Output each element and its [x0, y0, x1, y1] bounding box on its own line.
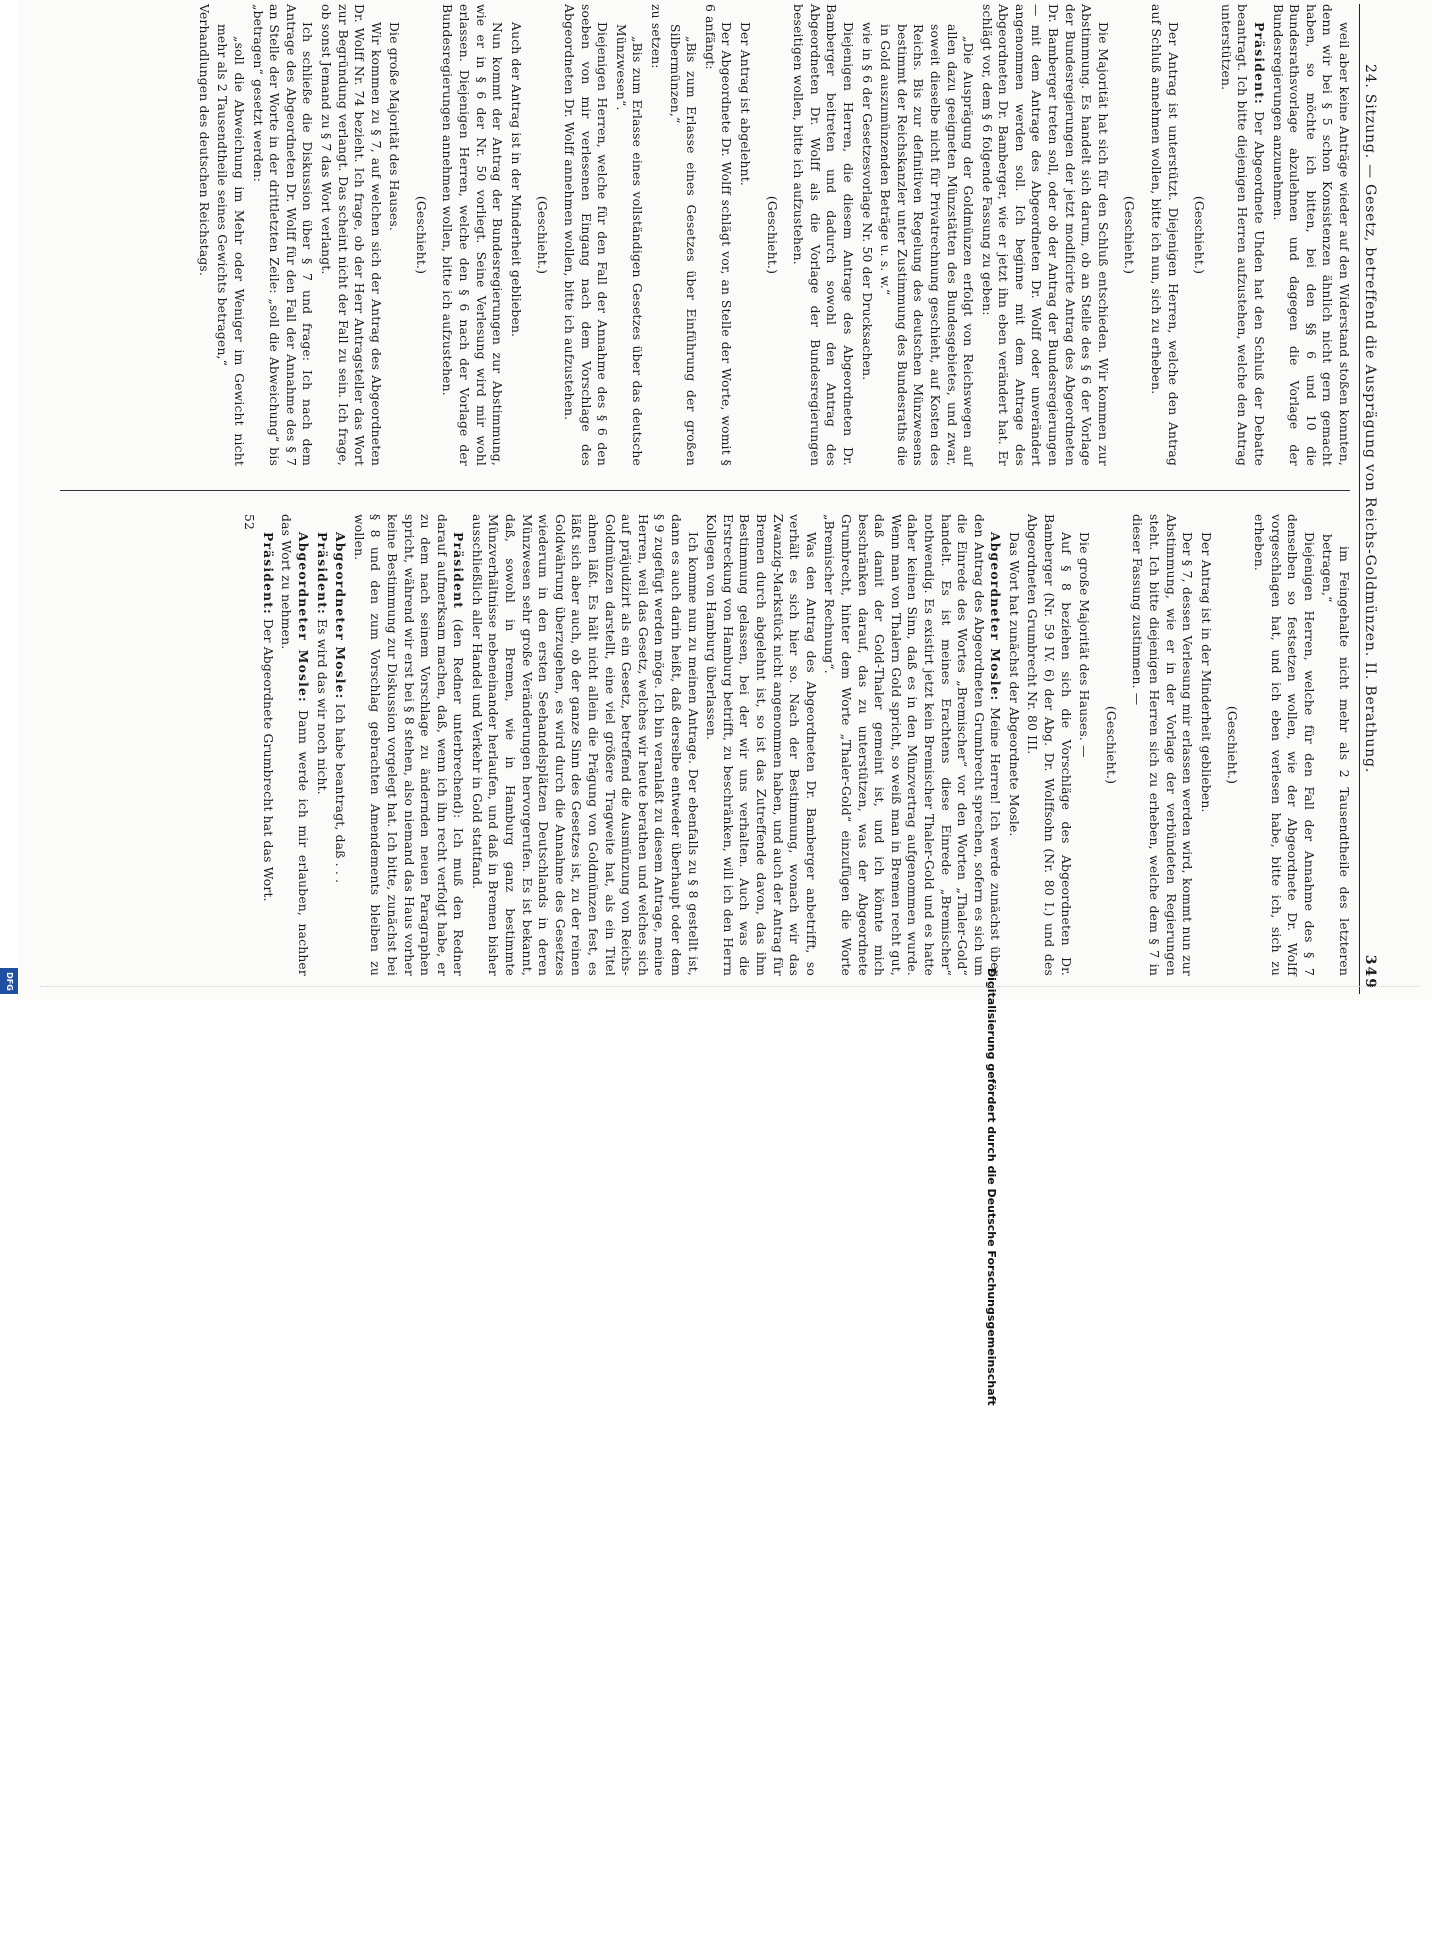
speech-paragraph	[821, 514, 1004, 976]
paragraph: Wir kommen zu § 7, auf welchen sich der Antrag des Abgeordneten Dr. Wolff Nr. 74 bezieht. Ich frage, ob der Herr Antragsteller das Wort zur Begründung verlangt. Das scheint nicht der Fall zu sein. Ich frage, ob sonst Jemand zu § 7 das Wort verlangt.	[318, 4, 383, 466]
page-number: 349	[1362, 954, 1378, 990]
speech-paragraph	[259, 514, 276, 976]
speech-paragraph	[350, 514, 466, 976]
speaker-name: Präsident:	[260, 532, 276, 615]
quoted-text: „Bis zum Erlasse eines Gesetzes über Einführung der großen Silbermünzen,“	[667, 24, 699, 466]
paragraph: Der Antrag ist in der Minderheit geblieben.	[1198, 532, 1213, 813]
speaker-name: Abgeordneter Mosle:	[988, 532, 1004, 702]
digitization-strip	[0, 0, 18, 1000]
paragraph: Verhandlungen des deutschen Reichstags.	[196, 4, 211, 277]
speech-paragraph	[313, 514, 330, 976]
speaker-name: Präsident:	[314, 532, 330, 615]
paragraph: Der Abgeordnete Dr. Wolff schlägt vor, an Stelle der Worte, womit § 6 anfängt:	[702, 4, 734, 466]
stage-direction: (Geschieht.)	[413, 195, 428, 275]
stage-direction: (Geschieht.)	[1225, 705, 1240, 785]
paragraph: Was den Antrag des Abgeordneten Dr. Bamberger anbetrifft, so verhält es sich hier so. Nach der Bestimmung, wonach wir das Zwanzig-Markstück nicht angenommen haben, und auch der Antrag für Bremen durch abgelehnt ist, so ist das Zutreffende davon, das ihm Bestimmung gelassen, bei der wir uns verhalten. Auch was die Erstreckung von Hamburg betrifft, zu beschränken, will ich den Herrn Kollegen von Hamburg überlassen.	[704, 514, 818, 976]
page-header	[1359, 4, 1380, 994]
paragraph: zu setzen:	[649, 4, 664, 69]
speaker-name: Abgeordneter Mosle:	[333, 532, 349, 700]
speech-paragraph	[1217, 4, 1267, 466]
speech-text: Der Abgeordnete Grumbrecht hat das Wort.	[260, 618, 275, 902]
speech-text: Dann werde ich mir erlauben, nachher das Wort zu nehmen.	[279, 514, 310, 976]
running-head: 24. Sitzung. — Gesetz, betreffend die Ausprägung von Reichs-Goldmünzen. II. Berathung.	[1362, 64, 1378, 774]
paragraph: Nun kommt der Antrag der Bundesregierungen zur Abstimmung, wie er in § 6 der Nr. 50 vorliegt. Seine Verlesung wird mir wohl erlassen. Diejenigen Herren, welche den § 6 nach der Vorlage der Bundesregierungen annehmen wollen, bitte ich aufzustehen.	[440, 4, 505, 466]
speaker-name: Abgeordneter Mosle:	[295, 532, 311, 703]
paragraph: weil aber keine Anträge wieder auf den Widerstand stoßen konnten, denn wir bei § 5 schon Konsistenzen ähnlich nicht gern gemacht haben, so möchte ich bitten, bei den §§ 6 und 10 die Bundesrathsvorlage abzulehnen und dagegen die Vorlage der Bundesregierungen anzunehmen.	[1270, 4, 1351, 466]
speaker-name: Präsident	[451, 532, 467, 610]
paragraph: Ich komme nun zu meinen Antrage. Der ebenfalls zu § 8 gestellt ist, dann es auch darin heißt, daß derselbe entweder überhaupt oder dem § 9 zugefügt werden möge. Ich bin veranlaßt zu diesem Antrage, meine Herren, weil das Gesetz, welches wir heute berathen und welches sich auf präjudizirt als ein Gesetz, betreffend die Ausmünzung von Reichs-Goldmünzen darstellt, eine viel größere Tragweite hat, als ein Titel ahnen läßt. Es hält nicht allein die Prägung von Goldmünzen fest, es läßt sich aber auch, ob der ganze Sinn des Gesetzes ist, zu der reinen Goldwährung überzugehen, es wird durch die Annahme des Gesetzes wiederum in den ersten Seehandelsplätzen Deutschlands in deren Münzwesen sehr große Veränderungen hervorgerufen. Es ist bekannt, daß, sowohl in Bremen, wie in Hamburg ganz bestimmte Münzverhältnisse nebeneinander herlaufen, und daß in Bremen bisher ausschließlich aller Handel und Verkehr in Gold stattfand.	[469, 514, 700, 976]
speech-text: Meine Herren! Ich werde zunächst über den Antrag des Abgeordneten Grumbrecht sprechen, sofern es sich um die Einrede des Wortes „Bremischer“ vor den Worten „Thaler-Gold“ handelt. Es ist meines Erachtens diese Einrede „Bremischer“ nothwendig. Es existirt jetzt kein Bremischer Thaler-Gold und es hatte daher keinen Sinn, daß es in den Münzvertrag aufgenommen wurde. Wenn man von Thalern Gold spricht, so weiß man in Bremen recht gut, daß damit der Gold-Thaler gemeint ist, und ich könnte mich beschränken darauf, das zu unterstützen, was der Abgeordnete Grumbrecht, hinter dem Worte „Thaler-Gold“ einzufügen die Worte „Bremischer Rechnung“.	[822, 514, 1003, 976]
digitization-credit: Digitalisierung gefördert durch die Deutsche Forschungsgemeinschaft	[985, 968, 998, 1406]
right-column	[52, 514, 1352, 976]
quoted-text: „Die Ausprägung der Goldmünzen erfolgt von Reichswegen auf allen dazu geeigneten Münzstätten des Bundesgebietes, und zwar, soweit dieselbe nicht für Privatrechnung geschieht, auf Kosten des Reichs. Bis zur definitiven Regelung des deutschen Münzwesens bestimmt der Reichskanzler unter Zustimmung des Bundesraths die in Gold auszumünzenden Beträge u. s. w.“	[878, 24, 976, 466]
stage-direction: (Geschieht.)	[535, 195, 550, 275]
speech-text: Es wird das wir noch nicht.	[314, 618, 329, 795]
speech-text: Der Abgeordnete Uhden hat den Schluß der Debatte beantragt. Ich bitte diejenigen Herren aufzustehen, welche den Antrag unterstützen.	[1218, 4, 1267, 466]
paragraph: Der Antrag ist unterstützt. Diejenigen Herren, welche den Antrag auf Schluß annehmen wollen, bitte ich nun, sich zu erheben.	[1149, 4, 1180, 466]
stage-direction: (Geschieht.)	[1122, 195, 1137, 275]
speaker-name: Präsident:	[1252, 22, 1268, 105]
stage-direction: (Geschieht.)	[1103, 705, 1118, 785]
quoted-text: „Bis zum Erlasse eines vollständigen Gesetzes über das deutsche Münzwesen“.	[613, 24, 645, 466]
stage-direction: (Geschieht.)	[764, 195, 779, 275]
paragraph: Der Antrag ist abgelehnt.	[738, 22, 752, 187]
speech-text: (den Redner unterbrechend): Ich muß den Redner darauf aufmerksam machen, daß, wenn ich ihn recht verfolgt habe, er zu dem nach seinem Vorschlage zu ändernden neuen Paragraphen spricht, während wir erst bei § 8 stehen, also niemand das Haus vorher keine Bestimmung zur Diskussion vorgelegt hat. Ich bitte, zunächst bei § 8 und den zum Vorschlag gebrachten Amendements bleiben zu wollen.	[351, 514, 466, 977]
paragraph: 52	[242, 514, 257, 531]
speech-text: Ich habe beantragt, daß . . .	[333, 703, 348, 884]
paragraph: Diejenigen Herren, welche für den Fall der Annahme des § 6 den soeben von mir verlesenen Eingang nach dem Vorschlage des Abgeordneten Dr. Wolff annehmen wollen, bitte ich aufzustehen.	[562, 4, 610, 466]
stage-direction: (Geschieht.)	[1192, 195, 1207, 275]
paragraph: wie in § 6 der Gesetzesvorlage Nr. 50 der Drucksachen.	[859, 22, 874, 381]
left-column	[52, 4, 1352, 466]
paragraph: Das Wort hat zunächst der Abgeordnete Mosle.	[1006, 532, 1021, 837]
rotated-document-page	[20, 4, 1380, 994]
paragraph: Auch der Antrag ist in der Minderheit geblieben.	[508, 22, 523, 338]
speech-paragraph	[278, 514, 311, 976]
paragraph: Der § 7, dessen Verlesung mir erlassen werden wird, kommt nun zur Abstimmung, wie er in der Vorlage der verbündeten Regierungen steht. Ich bitte diejenigen Herren sich zu erheben, welche dem § 7 in dieser Fassung zustimmen. —	[1130, 514, 1195, 976]
quoted-text: „soll die Abweichung im Mehr oder Weniger im Gewicht nicht mehr als 2 Tausendtheile seines Gewichts betragen,“	[215, 24, 246, 466]
column-divider	[60, 490, 1350, 491]
paragraph: Ich schließe die Diskussion über § 7 und frage: Ich nach dem Antrage des Abgeordneten Dr. Wolff für den Fall der Annahme des § 7 an Stelle der Worte in der drittletzten Zeile: „soll die Abweichung“ bis „betragen“ gesetzt werden:	[250, 4, 315, 466]
scan-artifact-line	[40, 986, 1420, 993]
paragraph: Auf § 8 beziehen sich die Vorschläge des Abgeordneten Dr. Bamberger (Nr. 59 IV. 6) der Abg. Dr. Wolffsohn (Nr. 80 I.) und des Abgeordneten Grumbrecht Nr. 80 III.	[1025, 514, 1073, 976]
paragraph: Diejenigen Herren, welche für den Fall der Annahme des § 7 denselben so festsetzen wollen, wie der Abgeordnete Dr. Wolff vorgeschlagen hat, und ich eben verlesen habe, bitte ich, sich zu erheben.	[1252, 514, 1316, 976]
paragraph: Diejenigen Herren, die diesem Antrage des Abgeordneten Dr. Bamberger beitreten und dadurch sowohl den Antrag des Abgeordneten Dr. Wolff als die Vorlage der Bundesregierungen beseitigen wollen, bitte ich aufzustehen.	[791, 4, 855, 466]
quoted-text: im Feingehalte nicht mehr als 2 Tausendtheile des letzteren betragen,“	[1320, 534, 1351, 976]
paragraph: Die große Majorität des Hauses.	[387, 22, 402, 231]
speech-paragraph	[332, 514, 349, 976]
dfg-logo: DFG	[0, 968, 18, 994]
paragraph: Die Majorität hat sich für den Schluß entschieden. Wir kommen zur Abstimmung. Es handelt sich darum, ob an Stelle des § 6 der Vorlage der Bundesregierungen der jetzt modificirte Antrag des Abgeordneten Dr. Bamberger treten soll, oder ob der Antrag der Bundesregierungen — mit dem Antrage des Abgeordneten Dr. Wolff oder unverändert angenommen werden soll. Ich beginne mit dem Antrage des Abgeordneten Dr. Bamberger, wie er jetzt ihn eben verändert hat. Er schlägt vor, dem § 6 folgende Fassung zu geben:	[979, 4, 1110, 466]
paragraph: Die große Majorität des Hauses. —	[1077, 532, 1092, 758]
